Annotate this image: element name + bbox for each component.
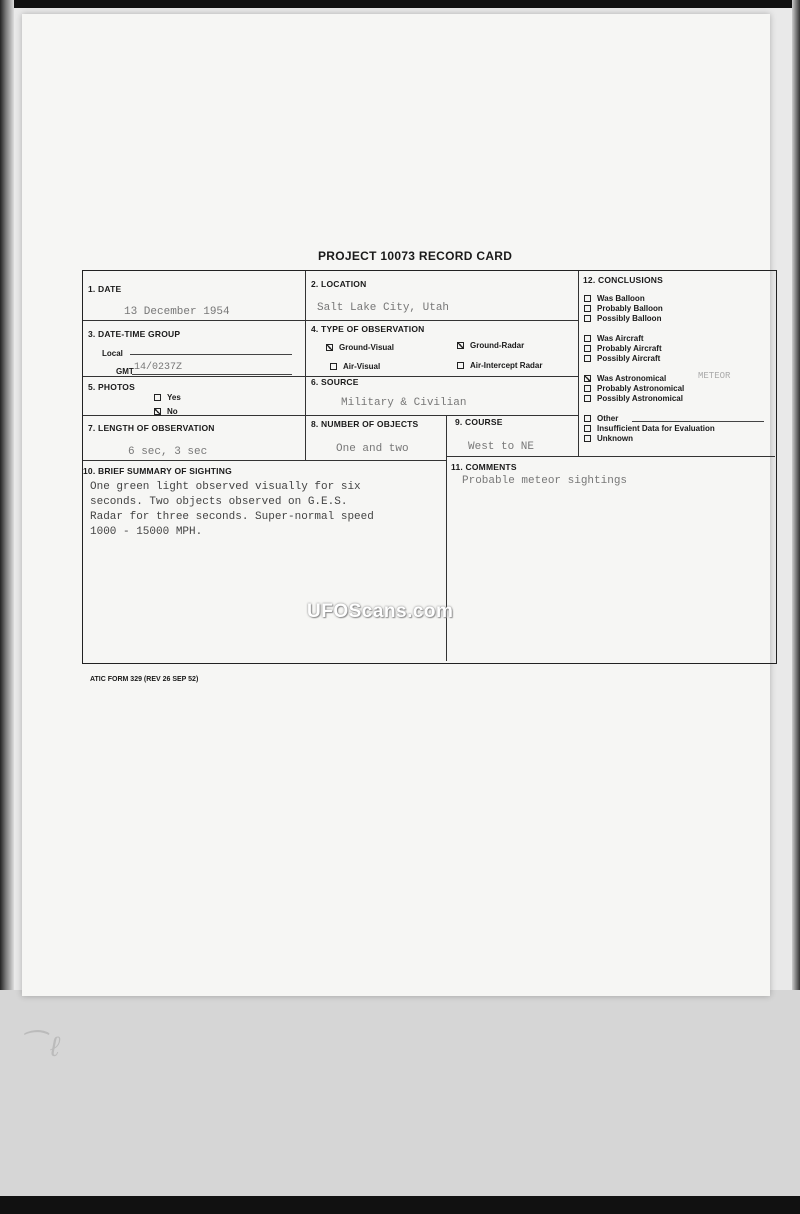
option-air-visual[interactable]: Air-Visual <box>330 362 380 371</box>
length-value: 6 sec, 3 sec <box>128 446 208 458</box>
photos-no-option[interactable]: No <box>154 407 178 416</box>
conclusion-other[interactable]: Other <box>584 414 618 423</box>
conclusion-was-astronomical[interactable]: Was Astronomical <box>584 374 666 383</box>
checkbox-icon <box>154 394 161 401</box>
checkbox-icon <box>584 375 591 382</box>
checkbox-icon <box>584 435 591 442</box>
conclusion-insufficient-data[interactable]: Insufficient Data for Evaluation <box>584 424 715 433</box>
checkbox-icon <box>584 345 591 352</box>
observation-type-label: 4. TYPE OF OBSERVATION <box>311 324 425 334</box>
conclusion-was-aircraft[interactable]: Was Aircraft <box>584 334 644 343</box>
source-value: Military & Civilian <box>341 397 467 409</box>
card-title: PROJECT 10073 RECORD CARD <box>318 249 513 263</box>
scan-border-bottom <box>0 1196 800 1214</box>
conclusion-unknown[interactable]: Unknown <box>584 434 633 443</box>
location-value: Salt Lake City, Utah <box>317 302 450 314</box>
checkbox-icon <box>154 408 161 415</box>
conclusion-probably-balloon[interactable]: Probably Balloon <box>584 304 663 313</box>
checkbox-icon <box>326 344 333 351</box>
scan-lower-strip <box>0 990 800 1196</box>
conclusion-possibly-balloon[interactable]: Possibly Balloon <box>584 314 661 323</box>
local-fill-line <box>130 354 292 355</box>
divider <box>446 456 775 457</box>
checkbox-icon <box>457 362 464 369</box>
option-ground-radar[interactable]: Ground-Radar <box>457 341 524 350</box>
checkbox-icon <box>584 305 591 312</box>
conclusion-possibly-aircraft[interactable]: Possibly Aircraft <box>584 354 660 363</box>
checkbox-icon <box>584 415 591 422</box>
option-ground-visual[interactable]: Ground-Visual <box>326 343 394 352</box>
divider <box>83 460 447 461</box>
form-number: ATIC FORM 329 (REV 26 SEP 52) <box>90 676 199 683</box>
comments-label: 11. COMMENTS <box>451 462 517 472</box>
option-air-intercept-radar[interactable]: Air-Intercept Radar <box>457 361 542 370</box>
checkbox-icon <box>584 395 591 402</box>
other-fill-line <box>632 421 764 422</box>
date-value: 13 December 1954 <box>124 306 230 318</box>
conclusion-possibly-astronomical[interactable]: Possibly Astronomical <box>584 394 683 403</box>
number-objects-label: 8. NUMBER OF OBJECTS <box>311 419 419 429</box>
checkbox-icon <box>584 425 591 432</box>
watermark: UFOScans.com <box>307 601 454 622</box>
gmt-fill-line <box>132 374 292 375</box>
astronomical-note: METEOR <box>698 371 731 381</box>
checkbox-icon <box>584 335 591 342</box>
local-label: Local <box>102 349 123 358</box>
summary-label: 10. BRIEF SUMMARY OF SIGHTING <box>83 466 232 476</box>
photos-label: 5. PHOTOS <box>88 382 135 392</box>
checkbox-icon <box>584 385 591 392</box>
conclusion-was-balloon[interactable]: Was Balloon <box>584 294 645 303</box>
checkbox-icon <box>584 295 591 302</box>
length-label: 7. LENGTH OF OBSERVATION <box>88 423 215 433</box>
gmt-label: GMT <box>116 367 134 376</box>
summary-line: One green light observed visually for six <box>90 481 361 493</box>
source-label: 6. SOURCE <box>311 377 359 387</box>
checkbox-icon <box>584 315 591 322</box>
scan-border-top <box>0 0 800 8</box>
divider <box>578 271 579 456</box>
number-objects-value: One and two <box>336 443 409 455</box>
course-label: 9. COURSE <box>455 417 503 427</box>
divider <box>83 320 578 321</box>
summary-text <box>90 480 440 540</box>
conclusion-probably-astronomical[interactable]: Probably Astronomical <box>584 384 684 393</box>
summary-line: 1000 - 15000 MPH. <box>90 526 203 538</box>
date-label: 1. DATE <box>88 284 122 294</box>
summary-line: seconds. Two objects observed on G.E.S. <box>90 496 348 508</box>
gmt-value: 14/0237Z <box>134 362 183 373</box>
checkbox-icon <box>330 363 337 370</box>
comments-value: Probable meteor sightings <box>462 475 628 487</box>
photos-yes-option[interactable]: Yes <box>154 393 181 402</box>
handwriting-scribble: ⁀ ℓ <box>20 1031 60 1062</box>
date-time-group-label: 3. DATE-TIME GROUP <box>88 329 181 339</box>
conclusions-label: 12. CONCLUSIONS <box>583 275 663 285</box>
conclusion-probably-aircraft[interactable]: Probably Aircraft <box>584 344 662 353</box>
location-label: 2. LOCATION <box>311 279 367 289</box>
checkbox-icon <box>457 342 464 349</box>
divider <box>446 415 447 661</box>
course-value: West to NE <box>468 441 535 453</box>
checkbox-icon <box>584 355 591 362</box>
divider <box>305 271 306 460</box>
summary-line: Radar for three seconds. Super-normal speed <box>90 511 374 523</box>
